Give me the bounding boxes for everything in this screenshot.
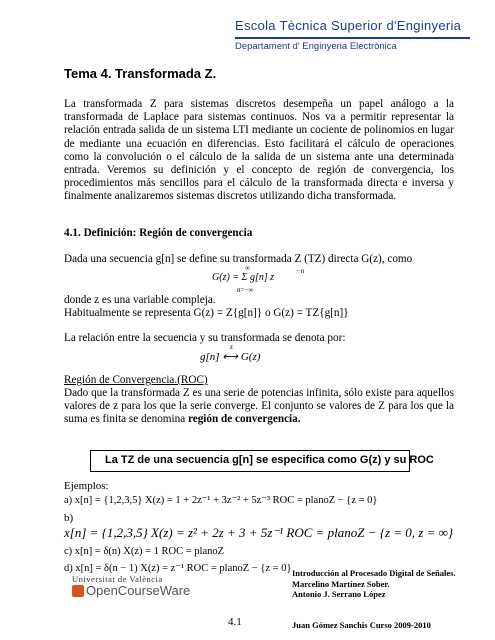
variable-text: donde z es una variable compleja. <box>64 294 216 306</box>
example-d: d) x[n] = δ(n − 1) X(z) = z⁻¹ ROC = planoZ − {z = 0} <box>64 563 292 574</box>
school-name: Escola Tècnica Superior d'Enginyeria <box>235 18 462 33</box>
sum-expression: G(z) = Σ g[n] z <box>212 272 275 283</box>
ocw-name: OpenCourseWare <box>86 583 191 598</box>
example-a: a) x[n] = {1,2,3,5} X(z) = 1 + 2z⁻¹ + 3z⁻² + 5z⁻³ ROC = planoZ − {z = 0} <box>64 495 378 506</box>
footer-author-1: Marcelino Martínez Sober. <box>292 578 390 589</box>
logo-divider <box>235 37 470 39</box>
intro-paragraph: La transformada Z para sistemas discretos desempeña un papel análogo a la transformada de Laplace para sistemas continuos. Nos va a permitir representar la relación entrada salida de un sistema LTI mediante un cociente de polinomios en lugar de mediante una ecuación en diferencias. Esto facilitará el cálculo de operaciones como la convolución o el cálculo de la salida de un sistema ante una determinada entrada. Veremos su definición y el concepto de región de convergencia, los procedimientos más sencillos para el cálculo de la transformada directa e inversa y finalmente analizaremos sistemas discretos utilizando dicha transformada. <box>64 98 454 203</box>
university-logo <box>72 574 192 616</box>
sum-upper-limit: ∞ <box>245 264 250 272</box>
roc-title: Región de Convergencia.(ROC) <box>64 374 208 386</box>
roc-paragraph <box>64 387 454 427</box>
footer-author-2: Antonio J. Serrano López <box>292 589 386 599</box>
example-c: c) x[n] = δ(n) X(z) = 1 ROC = planoZ <box>64 546 225 557</box>
arrow-label: z <box>230 343 233 351</box>
footer-credits <box>292 568 456 600</box>
page-title: Tema 4. Transformada Z. <box>64 66 217 81</box>
roc-emphasis: región de convergencia. <box>187 413 301 426</box>
roc-text: Dado que la transformada Z es una serie de potencias infinita, sólo existe para aquellos valores de z para los que la serie converge. El conjunto se valores de Z para los que la suma es finita se denomina <box>64 387 454 426</box>
university-name: Universitat de València <box>72 574 163 584</box>
exponent: −n <box>296 267 305 275</box>
example-b: x[n] = {1,2,3,5} X(z) = z² + 2z + 3 + 5z⁻¹ ROC = planoZ − {z = 0, z = ∞} <box>64 525 454 540</box>
ocw-badge-icon <box>72 585 84 597</box>
footer-author-3: Juan Gómez Sanchis Curso 2009-2010 <box>292 620 431 630</box>
relation-expression: g[n] ⟷ G(z) <box>200 351 261 363</box>
example-b-label: b) <box>64 512 74 524</box>
department-name: Departament d' Enginyeria Electrònica <box>235 41 397 52</box>
representation-text: Habitualmente se representa G(z) = Z{g[n]} o G(z) = TZ{g[n]} <box>64 307 349 319</box>
sum-lower-limit: n=−∞ <box>237 286 254 294</box>
footer-course-title: Introducción al Procesado Digital de Señales. <box>292 568 456 578</box>
examples-title: Ejemplos: <box>64 480 109 492</box>
school-logo <box>235 18 475 60</box>
definition-box <box>90 450 434 472</box>
page-number: 4.1 <box>228 616 242 628</box>
definition-text: Dada una secuencia g[n] se define su transformada Z (TZ) directa G(z), como <box>64 253 413 265</box>
relation-equation <box>200 343 261 363</box>
box-text: La TZ de una secuencia g[n] se especifica como G(z) y su ROC <box>105 454 434 466</box>
section-title: 4.1. Definición: Región de convergencia <box>64 227 253 239</box>
relation-text: La relación entre la secuencia y su transformada se denota por: <box>64 332 346 344</box>
